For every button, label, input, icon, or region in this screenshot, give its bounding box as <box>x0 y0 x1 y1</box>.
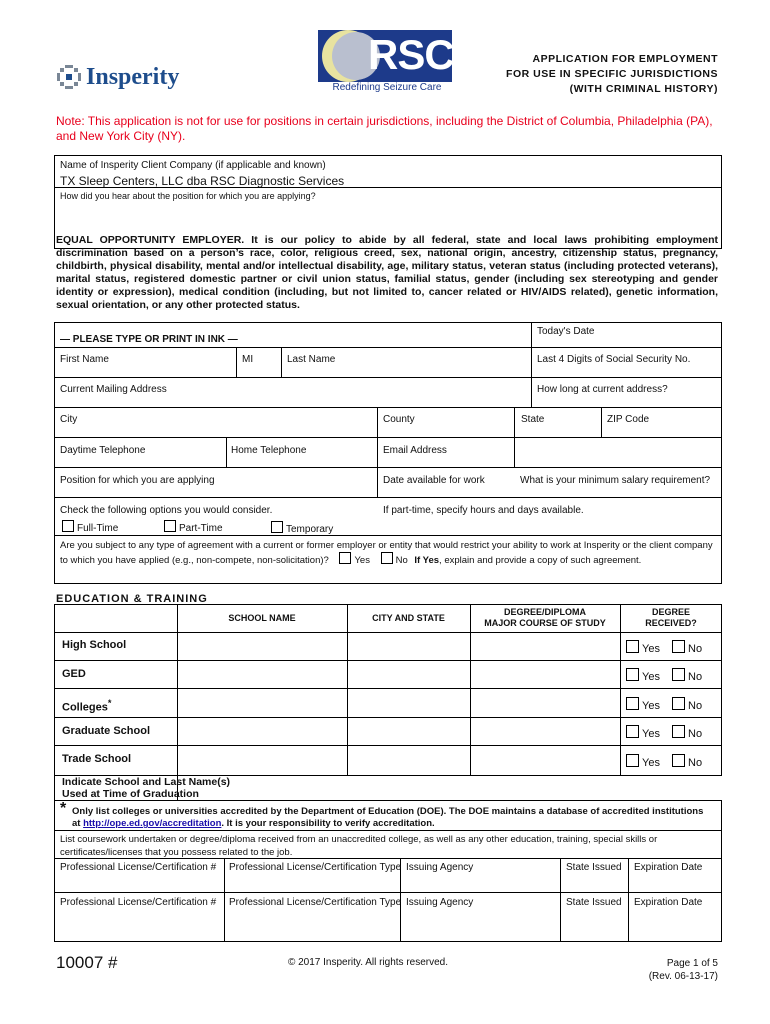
rsc-logo <box>318 30 452 96</box>
divider <box>54 347 722 348</box>
daytime-phone-label: Daytime Telephone <box>60 445 146 456</box>
salary-label: What is your minimum salary requirement? <box>520 475 711 486</box>
divider <box>54 467 722 468</box>
graduate-yes-checkbox[interactable] <box>626 725 639 738</box>
position-label: Position for which you are applying <box>60 475 215 486</box>
ssn-label: Last 4 Digits of Social Security No. <box>537 354 691 365</box>
yes-label: Yes <box>642 671 660 683</box>
divider <box>54 776 55 800</box>
temporary-label: Temporary <box>286 524 334 535</box>
issuing-agency-label: Issuing Agency <box>406 862 474 873</box>
divider <box>54 892 722 893</box>
client-company-label: Name of Insperity Client Company (if applicable and known) <box>60 160 326 171</box>
no-label: No <box>688 643 703 655</box>
part-time-option[interactable] <box>164 520 223 534</box>
high-school-no-checkbox[interactable] <box>672 640 685 653</box>
indicate-school-label <box>62 776 230 800</box>
license-type-label: Professional License/Certification Type <box>229 897 402 908</box>
application-title <box>506 52 718 97</box>
col-degree-1: DEGREE/DIPLOMA <box>503 607 586 617</box>
no-label: No <box>688 700 703 712</box>
row-trade-school: Trade School <box>62 753 132 765</box>
divider <box>377 407 378 497</box>
city-label: City <box>60 414 78 425</box>
divider <box>54 660 722 661</box>
divider <box>54 377 722 378</box>
graduate-no-checkbox[interactable] <box>672 725 685 738</box>
divider <box>601 407 602 437</box>
divider <box>54 497 722 498</box>
yes-label: Yes <box>642 728 660 740</box>
education-heading: EDUCATION & TRAINING <box>56 593 208 605</box>
print-in-ink-note: — PLEASE TYPE OR PRINT IN INK — <box>60 334 238 345</box>
issuing-agency-label: Issuing Agency <box>406 897 474 908</box>
license-number-label: Professional License/Certification # <box>60 897 217 908</box>
divider <box>54 407 722 408</box>
trade-yes-checkbox[interactable] <box>626 754 639 767</box>
accreditation-link[interactable]: http://ope.ed.gov/accreditation <box>83 818 222 829</box>
divider <box>226 437 227 467</box>
address-label: Current Mailing Address <box>60 384 167 395</box>
full-time-checkbox[interactable] <box>62 520 74 532</box>
trade-no-checkbox[interactable] <box>672 754 685 767</box>
trade-no[interactable] <box>672 754 702 769</box>
copyright: © 2017 Insperity. All rights reserved. <box>287 957 449 968</box>
expiration-date-label: Expiration Date <box>634 897 703 908</box>
no-label: No <box>688 671 703 683</box>
options-label: Check the following options you would consider. <box>60 505 273 516</box>
divider <box>54 437 722 438</box>
colleges-label: Colleges <box>62 701 108 714</box>
temporary-option[interactable] <box>271 521 333 535</box>
colleges-yes[interactable] <box>626 697 660 712</box>
agreement-question-line2 <box>60 552 641 566</box>
ged-yes-checkbox[interactable] <box>626 668 639 681</box>
divider <box>281 347 282 377</box>
license-number-label: Professional License/Certification # <box>60 862 217 873</box>
high-school-yes[interactable] <box>626 640 660 655</box>
part-time-label: Part-Time <box>179 523 223 534</box>
divider <box>54 632 722 633</box>
last-name-label: Last Name <box>287 354 336 365</box>
col-degree-2: MAJOR COURSE OF STUDY <box>484 618 606 628</box>
full-time-option[interactable] <box>62 520 118 534</box>
full-time-label: Full-Time <box>77 523 119 534</box>
indicate-line-2: Used at Time of Graduation <box>62 788 199 800</box>
divider <box>54 535 722 536</box>
jurisdiction-note: Note: This application is not for use for positions in certain jurisdictions, including the District of Columbia, Philadelphia (PA), and New York City (NY). <box>56 114 713 143</box>
divider <box>54 688 722 689</box>
form-number: 10007 # <box>56 953 118 972</box>
row-high-school: High School <box>62 639 127 651</box>
revision-date: (Rev. 06-13-17) <box>648 971 718 982</box>
row-graduate-school: Graduate School <box>62 725 151 737</box>
agreement-yes-label: Yes <box>354 555 370 566</box>
col-received-2: RECEIVED? <box>645 618 697 628</box>
rsc-letters: RSC <box>368 31 454 78</box>
divider <box>620 604 621 776</box>
high-school-yes-checkbox[interactable] <box>626 640 639 653</box>
state-label: State <box>521 414 545 425</box>
state-issued-label: State Issued <box>566 862 622 873</box>
row-ged: GED <box>62 668 86 680</box>
colleges-asterisk: * <box>107 698 112 708</box>
col-city-state: CITY AND STATE <box>372 613 445 623</box>
state-issued-label: State Issued <box>566 897 622 908</box>
footnote-asterisk: * <box>60 800 67 817</box>
footnote-line-2 <box>72 818 703 830</box>
county-label: County <box>383 414 415 425</box>
insperity-logo-text: Insperity <box>86 63 180 90</box>
colleges-yes-checkbox[interactable] <box>626 697 639 710</box>
divider <box>347 604 348 776</box>
divider <box>54 717 722 718</box>
expiration-date-label: Expiration Date <box>634 862 703 873</box>
divider <box>54 745 722 746</box>
coursework-line-1: List coursework undertaken or degree/diploma received from an unaccredited college, as well as any other education, training, special skills or <box>60 834 658 845</box>
high-school-no[interactable] <box>672 640 702 655</box>
no-label: No <box>688 757 703 769</box>
agreement-no-checkbox[interactable] <box>381 552 393 564</box>
page-of: Page 1 of 5 <box>666 958 718 969</box>
coursework-instructions <box>60 833 657 859</box>
agreement-yes-checkbox[interactable] <box>339 552 351 564</box>
coursework-line-2: certificates/licenses that you possess related to the job. <box>60 847 293 858</box>
divider <box>54 187 722 188</box>
title-line: (WITH CRIMINAL HISTORY) <box>569 83 718 95</box>
footnote-pre: at <box>72 818 84 829</box>
title-line: APPLICATION FOR EMPLOYMENT <box>532 53 718 65</box>
client-company-field[interactable]: TX Sleep Centers, LLC dba RSC Diagnostic Services <box>60 174 345 188</box>
email-label: Email Address <box>383 445 447 456</box>
colleges-no-checkbox[interactable] <box>672 697 685 710</box>
divider <box>560 858 561 942</box>
how-heard-label: How did you hear about the position for which you are applying? <box>60 191 316 201</box>
divider <box>224 858 225 942</box>
title-line: FOR USE IN SPECIFIC JURISDICTIONS <box>506 68 718 80</box>
yes-label: Yes <box>642 757 660 769</box>
divider <box>54 858 722 859</box>
ged-no[interactable] <box>672 668 702 683</box>
no-label: No <box>688 728 703 740</box>
rsc-tagline: Redefining Seizure Care <box>332 82 442 93</box>
divider <box>54 830 722 831</box>
part-time-hours-label: If part-time, specify hours and days available. <box>383 505 584 516</box>
divider <box>628 858 629 942</box>
divider <box>236 347 237 377</box>
divider <box>470 604 471 776</box>
accreditation-footnote <box>72 806 703 830</box>
agreement-question-line1: Are you subject to any type of agreement with a current or former employer or entity that would restrict your ability to work at Insperity or the client company <box>60 540 713 551</box>
graduate-yes[interactable] <box>626 725 660 740</box>
insperity-logo <box>56 62 179 92</box>
agreement-no-label: No <box>395 555 408 566</box>
part-time-checkbox[interactable] <box>164 520 176 532</box>
mi-label: MI <box>242 354 254 365</box>
if-yes-bold: If Yes <box>414 555 440 566</box>
temporary-checkbox[interactable] <box>271 521 283 533</box>
how-long-label: How long at current address? <box>537 384 668 395</box>
col-school-name: SCHOOL NAME <box>228 613 296 623</box>
date-available-label: Date available for work <box>383 475 485 486</box>
row-colleges <box>62 698 111 714</box>
ged-no-checkbox[interactable] <box>672 668 685 681</box>
yes-label: Yes <box>642 643 660 655</box>
ged-yes[interactable] <box>626 668 660 683</box>
yes-label: Yes <box>642 700 660 712</box>
footnote-line-1: Only list colleges or universities accredited by the Department of Education (DOE). The DOE maintains a database of accredited institutions <box>72 806 704 817</box>
col-received-1: DEGREE <box>651 607 690 617</box>
trade-yes[interactable] <box>626 754 660 769</box>
first-name-label: First Name <box>60 354 109 365</box>
insperity-mark-icon <box>56 64 82 90</box>
divider <box>177 604 178 800</box>
agreement-question-text: to which you have applied (e.g., non-compete, non-solicitation)? <box>60 555 329 566</box>
education-table <box>54 604 722 776</box>
license-type-label: Professional License/Certification Type <box>229 862 402 873</box>
todays-date-label: Today's Date <box>537 326 595 337</box>
page-number <box>649 957 718 983</box>
eeo-statement: EQUAL OPPORTUNITY EMPLOYER. It is our policy to abide by all federal, state and local laws prohibiting employment discrimination based on a person’s race, color, religious creed, sex, national origin, ancestry, citizenship status, pregnancy, childbirth, physical disability, mental and/or intellectual disability, age, military status, veteran status (including protected veterans), marital status, registered domestic partner or civil union status, familial status, gender (including sex stereotyping and gender identity or expression), medical condition (including, but not limited to, cancer related or HIV/AIDS related), genetic information, sexual orientation, or any other protected status. <box>56 234 718 311</box>
if-yes-instruction: , explain and provide a copy of such agreement. <box>439 555 642 566</box>
home-phone-label: Home Telephone <box>231 445 307 456</box>
footnote-post: . It is your responsibility to verify accreditation. <box>221 818 435 829</box>
indicate-line-1: Indicate School and Last Name(s) <box>62 776 231 788</box>
graduate-no[interactable] <box>672 725 702 740</box>
colleges-no[interactable] <box>672 697 702 712</box>
zip-label: ZIP Code <box>607 414 650 425</box>
